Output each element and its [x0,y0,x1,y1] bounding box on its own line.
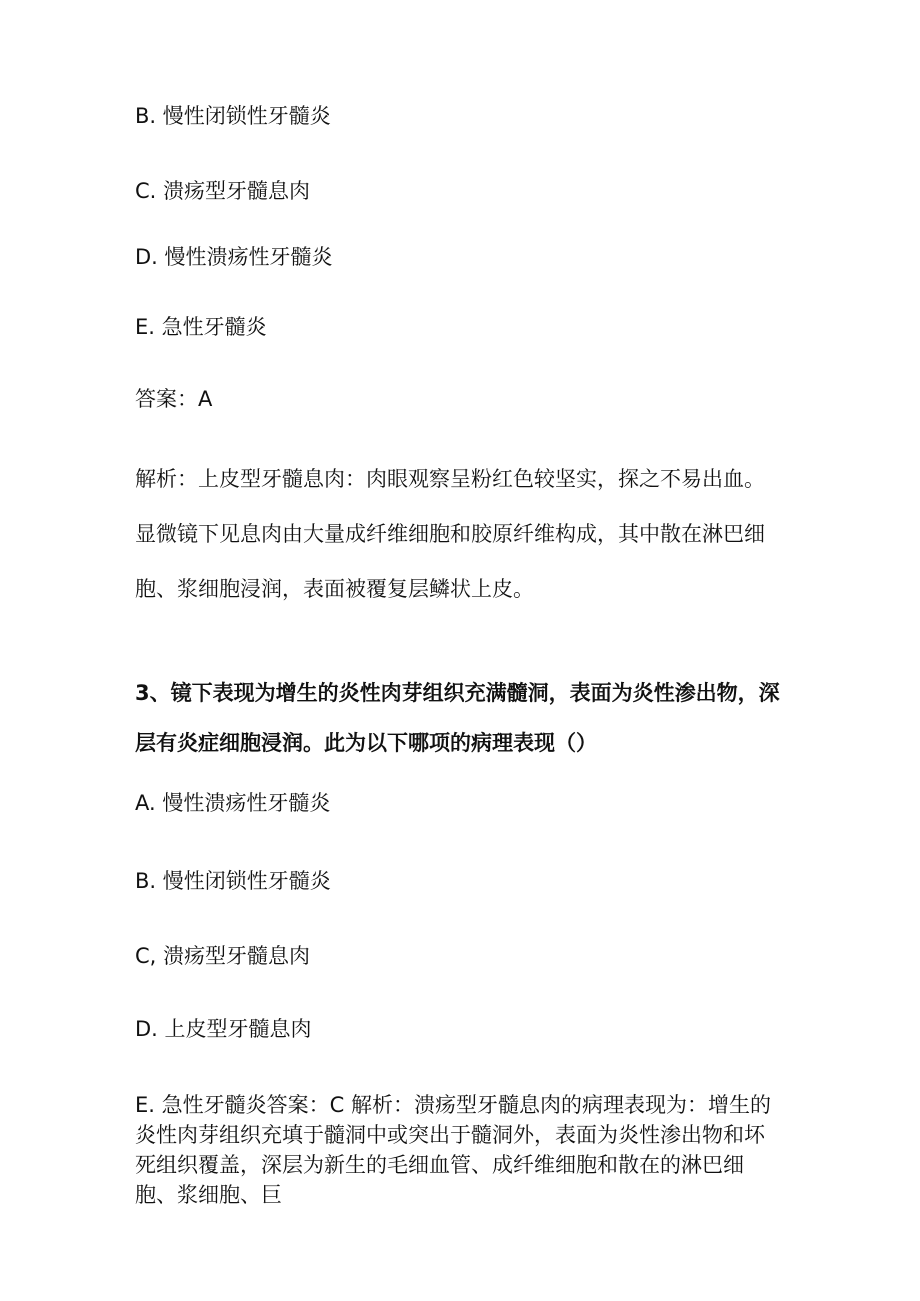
q2-option-e: E. 急性牙髓炎 [135,315,267,339]
q3-option-c: C, 溃疡型牙髓息肉 [135,944,311,968]
q3-question: 3、镜下表现为增生的炎性肉芽组织充满髓洞，表面为炎性渗出物，深层有炎症细胞浸润。此为以下哪项的病理表现（） [135,681,780,755]
q2-analysis: 解析：上皮型牙髓息肉：肉眼观察呈粉红色较坚实，探之不易出血。显微镜下见息肉由大量成纤维细胞和胶原纤维构成，其中散在淋巴细胞、浆细胞浸润，表面被覆复层鳞状上皮。 [135,467,765,601]
q2-option-b: B. 慢性闭锁性牙髓炎 [135,104,331,128]
q2-option-c: C. 溃疡型牙髓息肉 [135,179,311,203]
q2-option-d: D. 慢性溃疡性牙髓炎 [135,245,333,269]
q3-option-e-answer-analysis: E. 急性牙髓炎答案：C 解析：溃疡型牙髓息肉的病理表现为：增生的炎性肉芽组织充填于髓洞中或突出于髓洞外，表面为炎性渗出物和坏死组织覆盖，深层为新生的毛细血管、成纤维细胞和散在的淋巴细胞、浆细胞、巨 [135,1093,771,1207]
q3-option-b: B. 慢性闭锁性牙髓炎 [135,869,331,893]
q3-option-a: A. 慢性溃疡性牙髓炎 [135,791,331,815]
q3-option-d: D. 上皮型牙髓息肉 [135,1017,312,1041]
q2-answer: 答案：A [135,387,213,411]
